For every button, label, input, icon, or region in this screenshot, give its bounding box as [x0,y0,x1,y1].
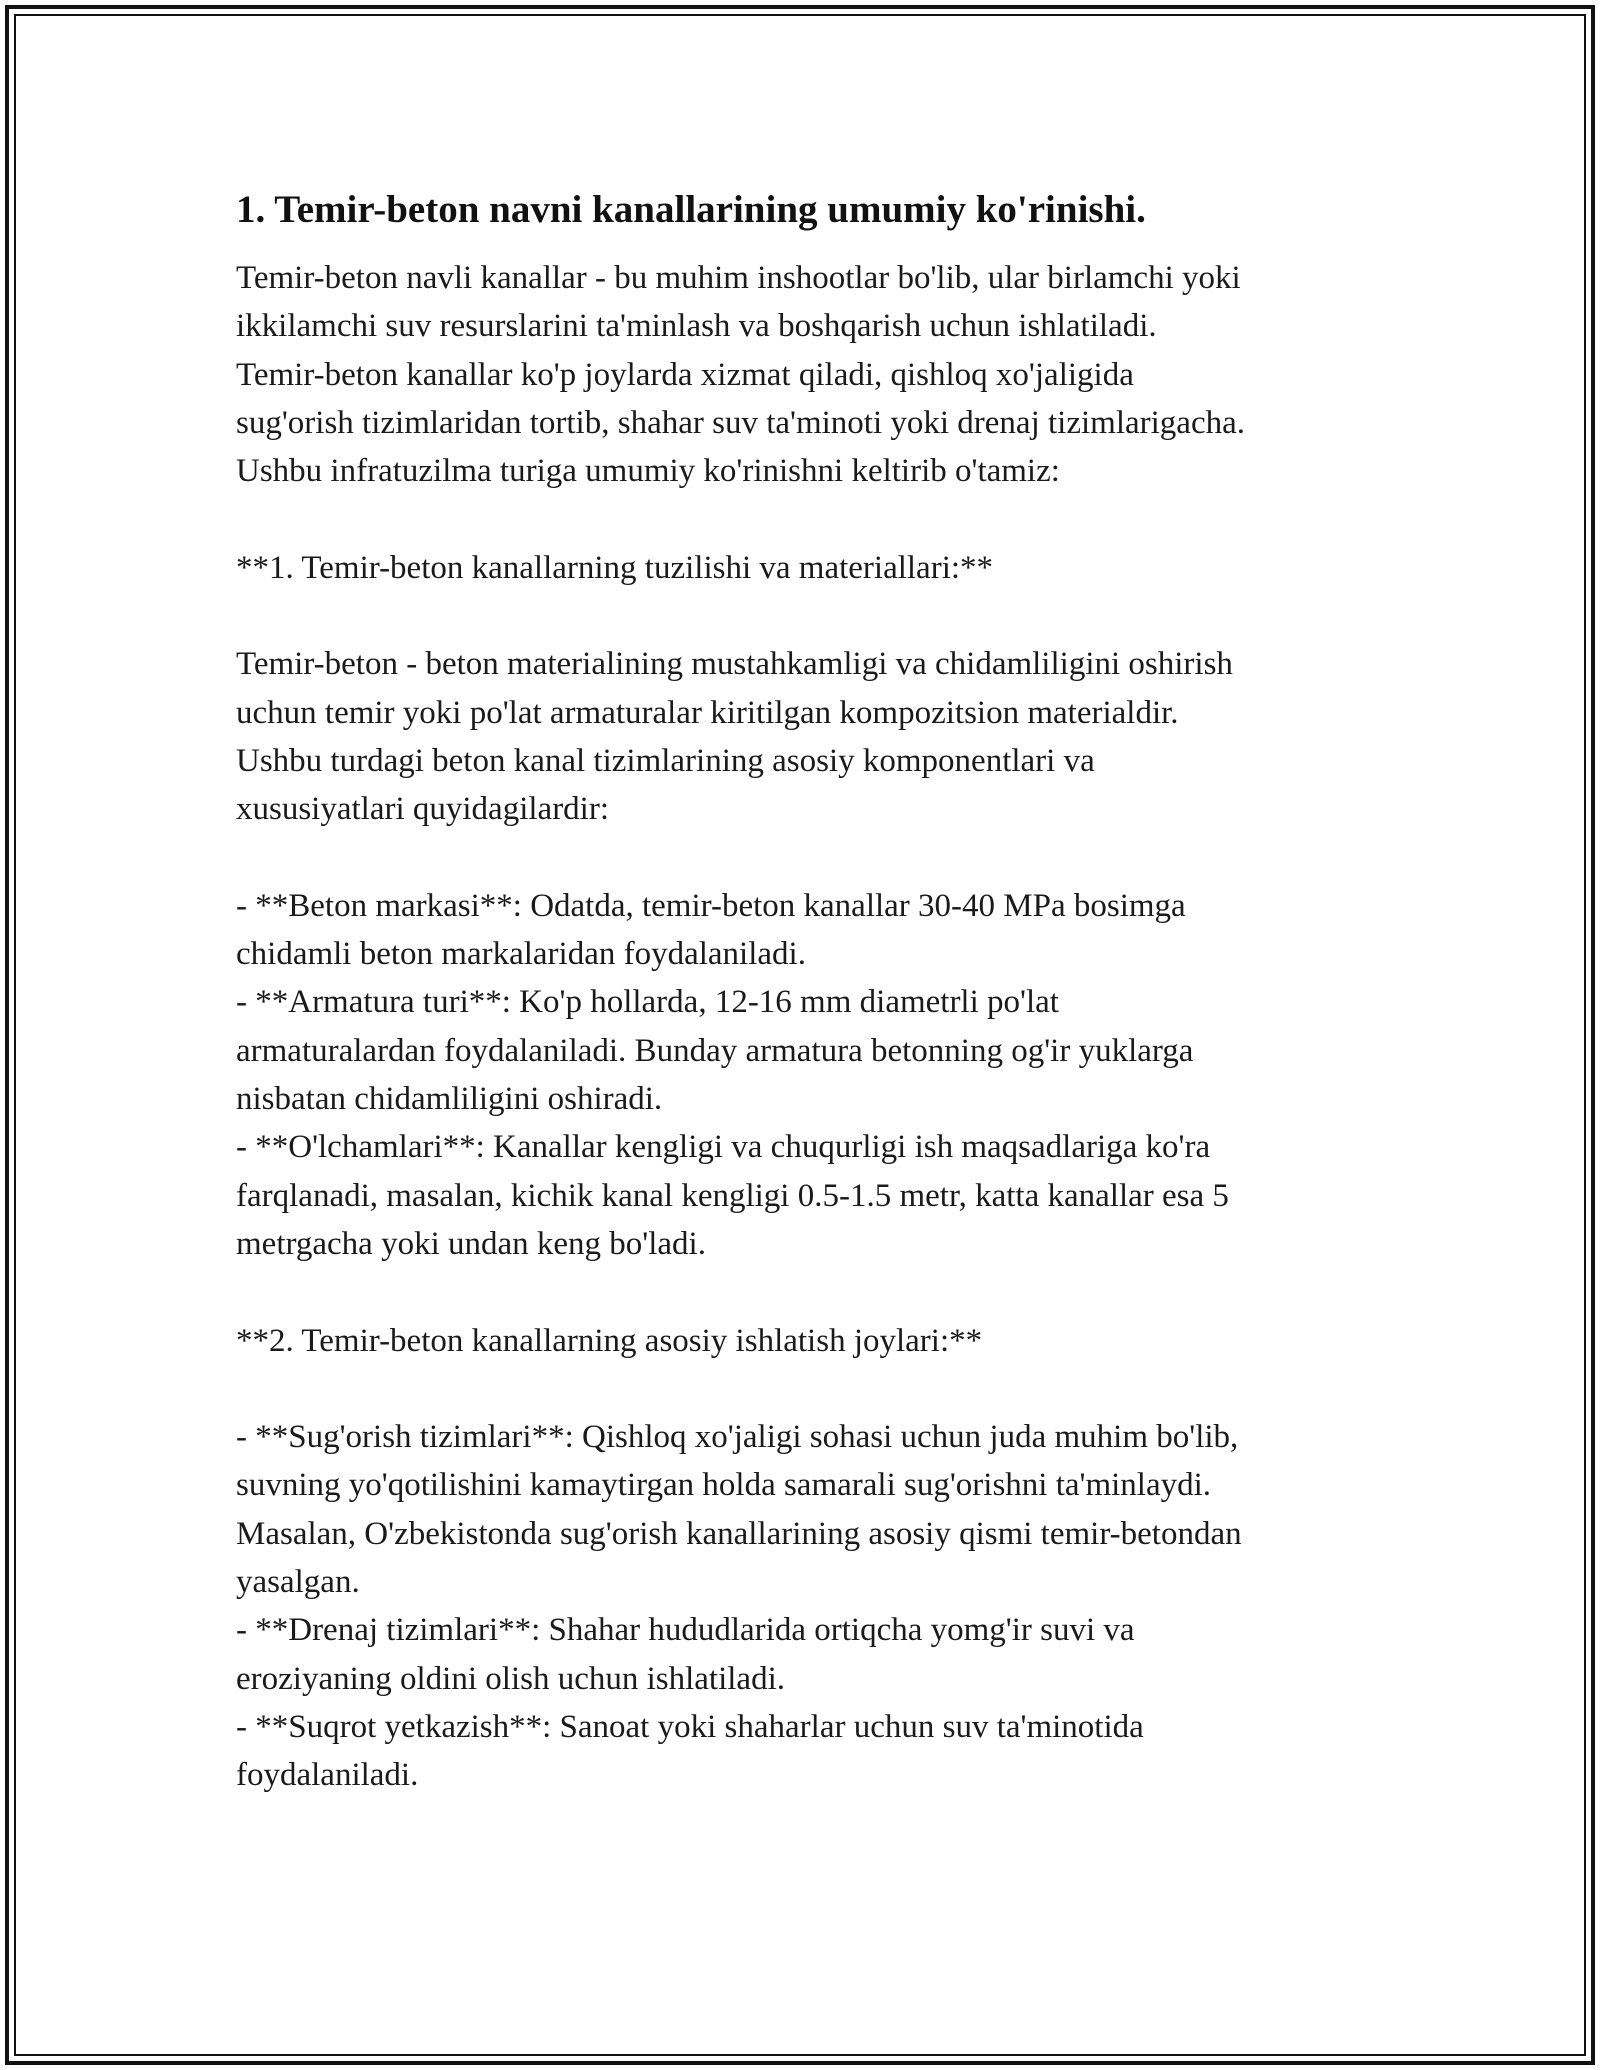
paragraph-gap [236,834,1386,882]
list-item-line: yasalgan. [236,1564,360,1601]
materials-paragraph [236,640,1386,833]
paragraph-gap [236,1268,1386,1316]
list-item-line: - **Suqrot yetkazish**: Sanoat yoki shaharlar uchun suv ta'minotida [236,1708,1144,1745]
list-item-line: - **Drenaj tizimlari**: Shahar hududlarida ortiqcha yomg'ir suvi va [236,1612,1135,1649]
text-line: Temir-beton kanallar ko'p joylarda xizmat qiladi, qishloq xo'jaligida [236,356,1134,393]
section-heading-usage [236,1317,1386,1365]
text-line: Ushbu turdagi beton kanal tizimlarining asosiy komponentlari va [236,742,1095,779]
paragraph-gap [236,1365,1386,1413]
document-heading: 1. Temir-beton navni kanallarining umumiy ko'rinishi. [236,188,1146,231]
text-line: **2. Temir-beton kanallarning asosiy ishlatish joylari:** [236,1322,983,1359]
text-line: Ushbu infratuzilma turiga umumiy ko'rinishni keltirib o'tamiz: [236,453,1060,490]
text-line: ikkilamchi suv resurslarini ta'minlash va boshqarish uchun ishlatiladi. [236,308,1157,345]
list-item-line: Masalan, O'zbekistonda sug'orish kanallarining asosiy qismi temir-betondan [236,1515,1242,1552]
text-line: Temir-beton - beton materialining mustahkamligi va chidamliligini oshirish [236,646,1233,683]
list-item-line: - **Beton markasi**: Odatda, temir-beton kanallar 30-40 MPa bosimga [236,887,1186,924]
list-item-line: nisbatan chidamliligini oshiradi. [236,1081,663,1118]
intro-paragraph [236,254,1386,495]
list-item-line: armaturalardan foydalaniladi. Bunday armatura betonning og'ir yuklarga [236,1032,1194,1069]
list-item-line: metrgacha yoki undan keng bo'ladi. [236,1225,706,1262]
text-line: **1. Temir-beton kanallarning tuzilishi va materiallari:** [236,549,994,586]
list-item-line: suvning yo'qotilishini kamaytirgan holda samarali sug'orishni ta'minlaydi. [236,1467,1212,1504]
section-heading-structure [236,544,1386,592]
text-line: xususiyatlari quyidagilardir: [236,791,610,828]
list-item-line: chidamli beton markalaridan foydalaniladi. [236,936,806,973]
paragraph-gap [236,592,1386,640]
list-item-line: farqlanadi, masalan, kichik kanal kengligi 0.5-1.5 metr, katta kanallar esa 5 [236,1177,1229,1214]
list-item-line: - **O'lchamlari**: Kanallar kengligi va chuqurligi ish maqsadlariga ko'ra [236,1129,1211,1166]
text-line: uchun temir yoki po'lat armaturalar kiritilgan kompozitsion materialdir. [236,694,1179,731]
list-item-line: - **Sug'orish tizimlari**: Qishloq xo'jaligi sohasi uchun juda muhim bo'lib, [236,1419,1239,1456]
list-item-line: - **Armatura turi**: Ko'p hollarda, 12-16 mm diametrli po'lat [236,984,1059,1021]
list-item-line: eroziyaning oldini olish uchun ishlatiladi. [236,1660,785,1697]
text-line: Temir-beton navli kanallar - bu muhim inshootlar bo'lib, ular birlamchi yoki [236,260,1241,296]
paragraph-gap [236,495,1386,543]
usage-list [236,1413,1386,1799]
list-item-line: foydalaniladi. [236,1757,419,1794]
text-line: sug'orish tizimlaridan tortib, shahar suv ta'minoti yoki drenaj tizimlarigacha. [236,404,1245,441]
properties-list [236,882,1386,1268]
document-body [236,186,1386,1800]
